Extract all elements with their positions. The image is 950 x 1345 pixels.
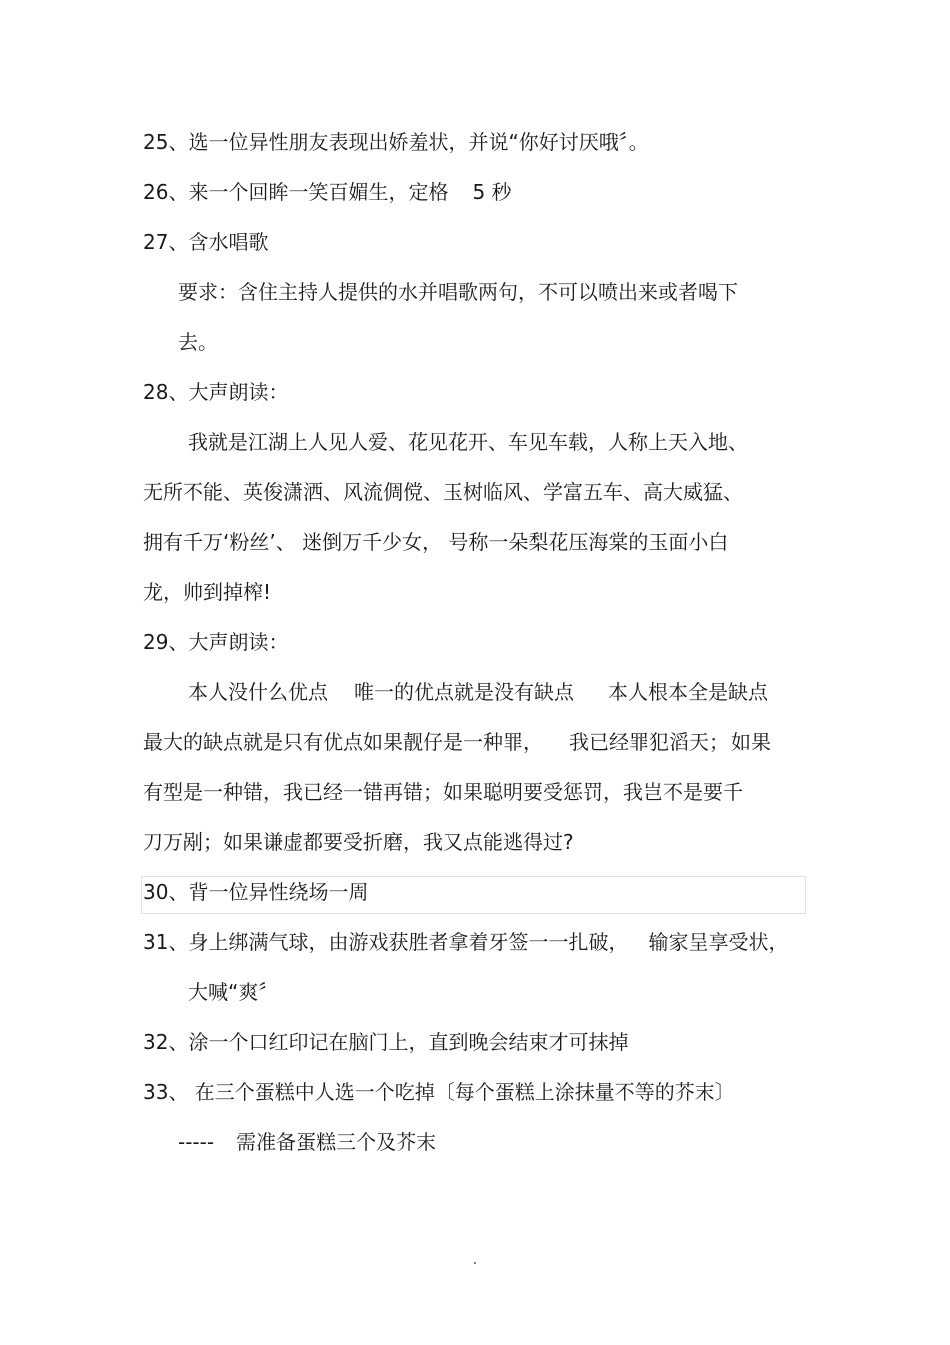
item-29-phrase-c: 本人根本全是缺点 [608,680,768,704]
item-29-phrase-b: 唯一的优点就是没有缺点 [354,680,574,704]
item-26-duration: 5 秒 [472,180,512,204]
item-29-phrase-f: 如果 [731,730,771,754]
item-25: 25、选一位异性朋友表现出娇羞状，并说“你好讨厌哦〞。 [143,130,649,154]
item-33-note [178,1128,436,1156]
item-28: 28、大声朗读： [143,380,289,404]
page-footer-dot [474,1262,476,1264]
item-29-paragraph-line1 [188,678,768,706]
item-32: 32、涂一个口红印记在脑门上，直到晚会结束才可抹掉 [143,1030,629,1054]
item-30: 30、背一位异性绕场一周 [143,880,369,904]
item-31-shout: 大喊“爽〞 [188,980,279,1004]
item-33: 33、 在三个蛋糕中人选一个吃掉〔每个蛋糕上涂抹量不等的芥末〕 [143,1080,735,1104]
item-29: 29、大声朗读： [143,630,289,654]
item-27-requirement-line2: 去。 [178,330,218,354]
item-33-note-text: 需准备蛋糕三个及芥末 [236,1130,437,1154]
item-26 [143,178,512,206]
item-33-note-dash: ----- [178,1130,215,1154]
item-26-text: 26、来一个回眸一笑百媚生，定格 [143,180,449,204]
item-29-phrase-a: 本人没什么优点 [188,680,328,704]
item-29-phrase-e: 我已经罪犯滔天； [569,730,729,754]
item-31-text: 31、身上绑满气球，由游戏获胜者拿着牙签一一扎破， [143,930,629,954]
item-28-paragraph-line2: 无所不能、英俊潇洒、风流倜傥、玉树临风、学富五车、高大威猛、 [143,480,743,504]
item-29-paragraph-line4: 刀万剐；如果谦虚都要受折磨，我又点能逃得过? [143,830,574,854]
item-28-paragraph-line4: 龙，帅到掉榨! [143,580,272,604]
item-28-paragraph-line3: 拥有千万‘粉丝’、 迷倒万千少女， 号称一朵梨花压海棠的玉面小白 [143,530,729,554]
item-29-paragraph-line2 [143,728,771,756]
item-29-phrase-d: 最大的缺点就是只有优点如果靓仔是一种罪， [143,730,543,754]
item-27-requirement-line1: 要求：含住主持人提供的水并唱歌两句，不可以喷出来或者喝下 [178,280,738,304]
item-28-paragraph-line1: 我就是江湖上人见人爱、花见花开、车见车载，人称上天入地、 [188,430,748,454]
item-29-paragraph-line3: 有型是一种错，我已经一错再错；如果聪明要受惩罚，我岂不是要千 [143,780,743,804]
item-31 [143,928,788,956]
item-31-loser-text: 输家呈享受状， [648,930,789,954]
item-27: 27、含水唱歌 [143,230,269,254]
